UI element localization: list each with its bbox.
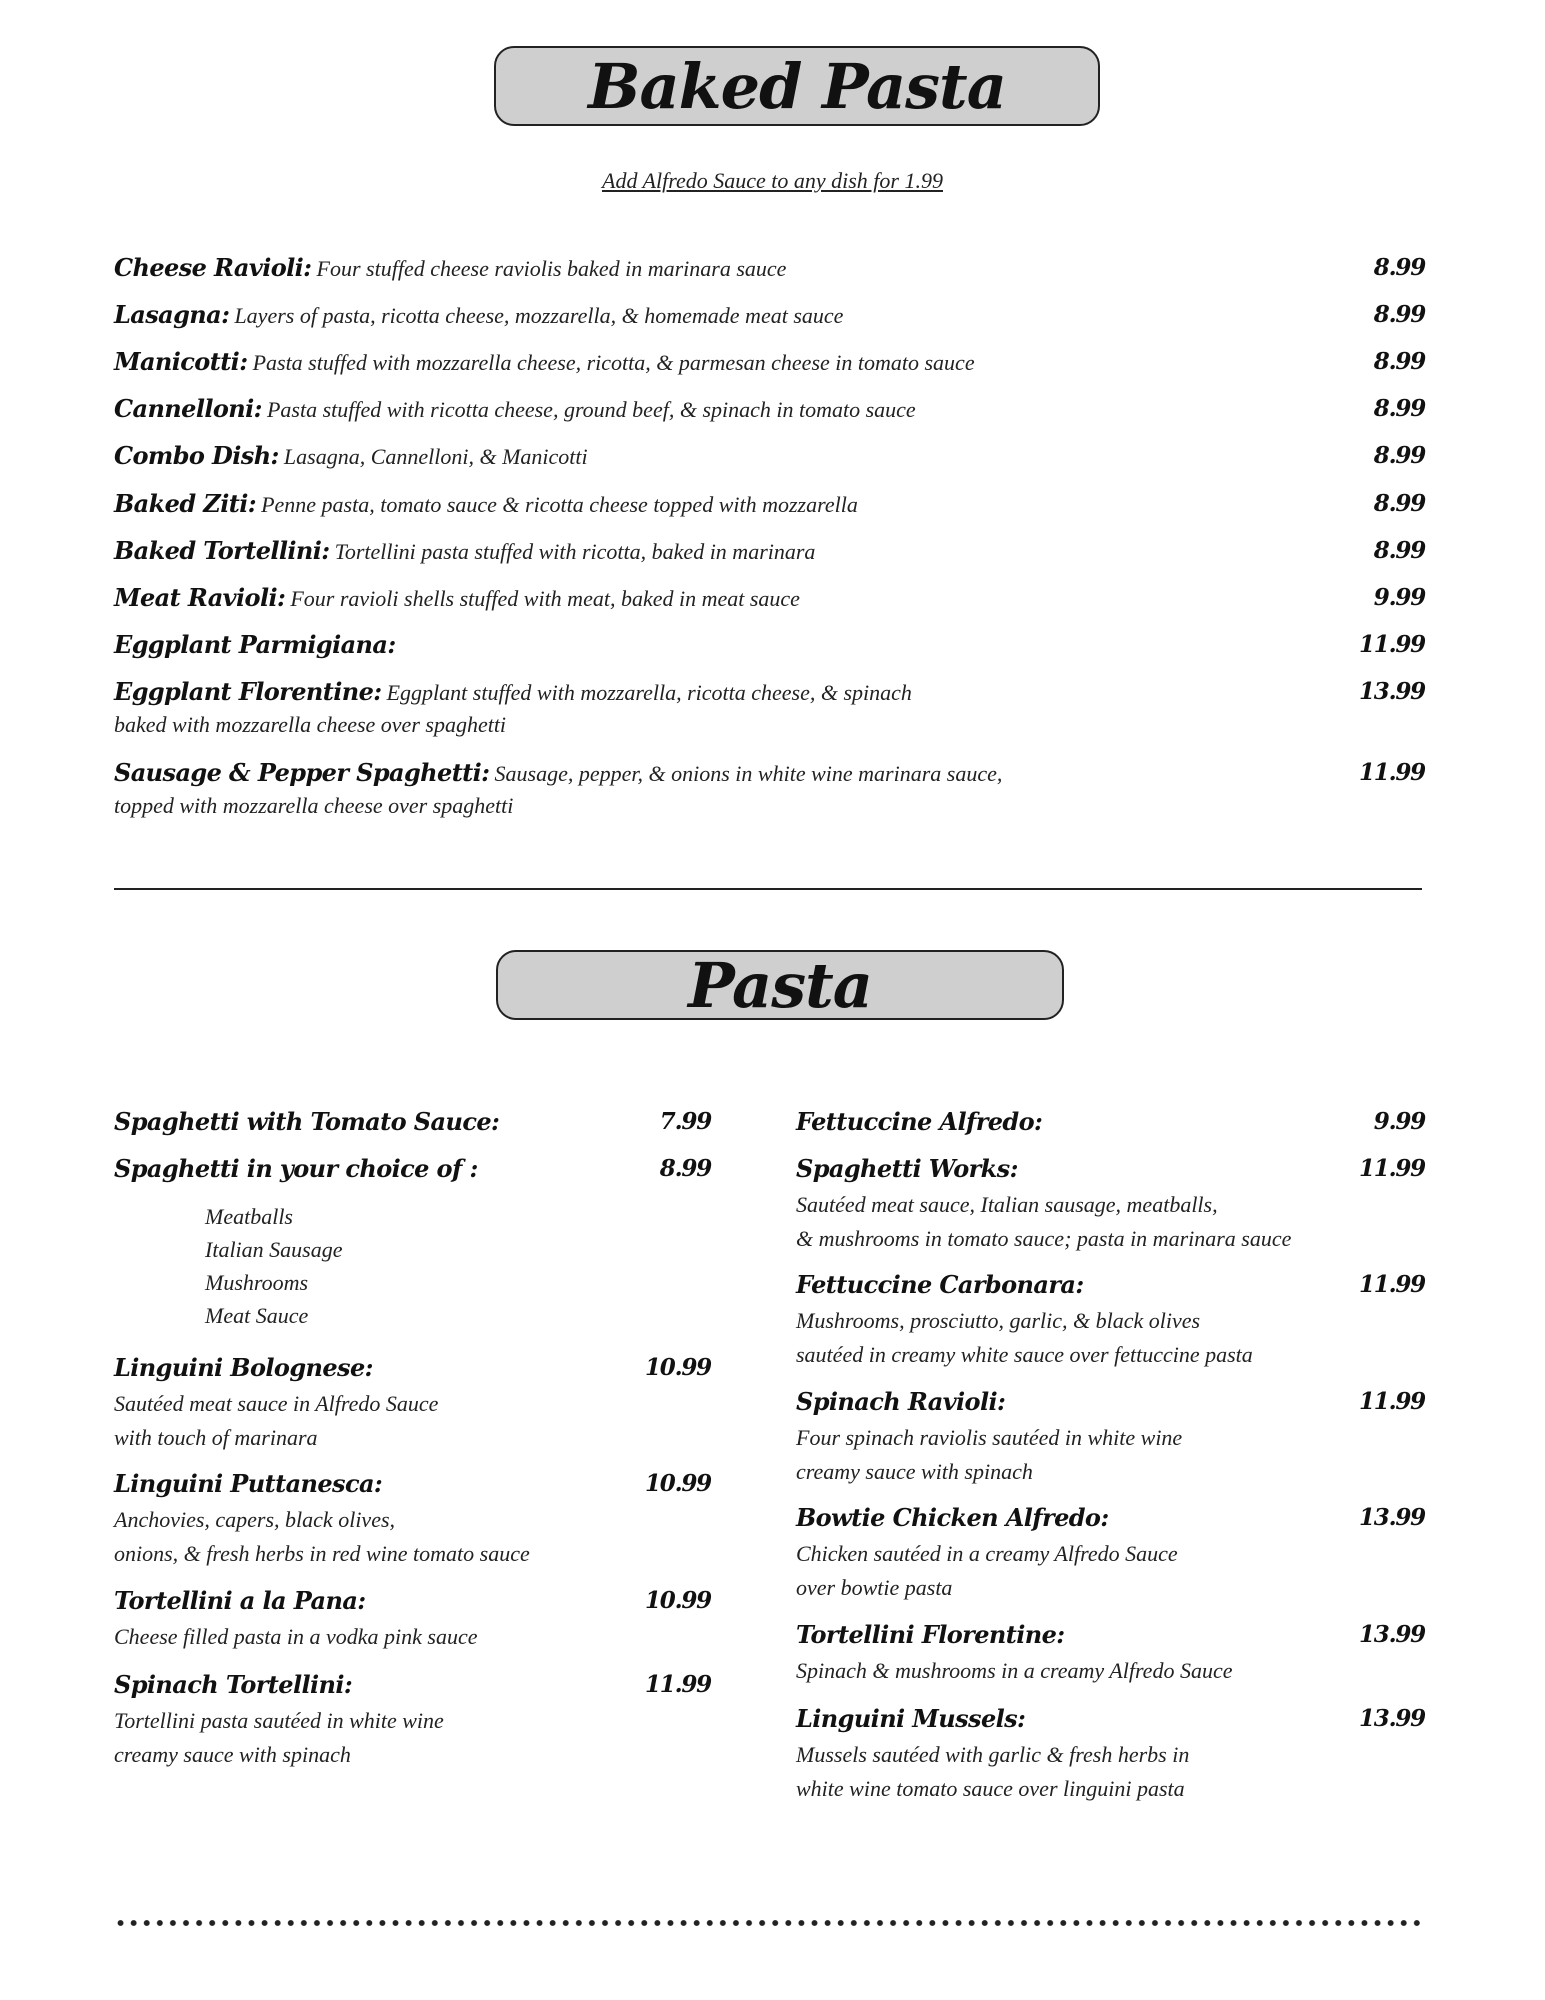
section-title-baked-pasta: Baked Pasta [588, 49, 1006, 123]
item-name: Cannelloni: [114, 394, 262, 423]
menu-item [114, 299, 843, 334]
choice-list [205, 1200, 343, 1332]
item-name: Meat Ravioli: [114, 583, 286, 612]
item-price: 13.99 [1358, 678, 1425, 705]
menu-item [796, 1386, 1182, 1489]
item-name: Fettuccine Alfredo: [796, 1107, 1043, 1136]
item-name: Fettuccine Carbonara: [796, 1270, 1084, 1299]
item-desc-line: onions, & fresh herbs in red wine tomato sauce [114, 1541, 530, 1566]
item-desc-line: Sautéed meat sauce in Alfredo Sauce [114, 1391, 439, 1416]
item-price: 8.99 [1373, 442, 1425, 469]
item-price: 11.99 [1358, 631, 1425, 658]
menu-item [114, 440, 588, 475]
item-name: Baked Tortellini: [114, 536, 330, 565]
menu-item [114, 629, 396, 664]
item-desc-line: & mushrooms in tomato sauce; pasta in marinara sauce [796, 1226, 1292, 1251]
menu-item [114, 535, 815, 570]
item-desc-line: Anchovies, capers, black olives, [114, 1507, 396, 1532]
menu-item [114, 1468, 530, 1571]
item-price: 9.99 [1373, 584, 1425, 611]
item-desc: Sausage, pepper, & onions in white wine marinara sauce, [494, 761, 1003, 786]
item-name: Tortellini Florentine: [796, 1620, 1065, 1649]
item-price: 11.99 [644, 1671, 711, 1698]
menu-item [114, 582, 800, 617]
section-title-pasta: Pasta [688, 948, 872, 1022]
item-desc-line: Four spinach raviolis sautéed in white wine [796, 1425, 1183, 1450]
item-name: Eggplant Parmigiana: [114, 630, 396, 659]
item-price: 8.99 [1373, 301, 1425, 328]
menu-item [114, 1153, 478, 1188]
item-price: 13.99 [1358, 1504, 1425, 1531]
menu-item [796, 1703, 1189, 1806]
choice-item: Meat Sauce [205, 1303, 309, 1328]
item-price: 8.99 [1373, 254, 1425, 281]
menu-item [796, 1153, 1291, 1256]
item-desc-line: over bowtie pasta [796, 1575, 953, 1600]
item-desc: Layers of pasta, ricotta cheese, mozzarella, & homemade meat sauce [234, 303, 844, 328]
item-price: 13.99 [1358, 1705, 1425, 1732]
item-price: 10.99 [644, 1354, 711, 1381]
item-price: 7.99 [659, 1108, 711, 1135]
item-desc-line: creamy sauce with spinach [114, 1742, 351, 1767]
item-desc: Tortellini pasta stuffed with ricotta, baked in marinara [334, 539, 816, 564]
choice-item: Mushrooms [205, 1270, 309, 1295]
item-name: Spinach Tortellini: [114, 1670, 353, 1699]
item-desc-line: white wine tomato sauce over linguini pasta [796, 1776, 1185, 1801]
item-desc-line: Mushrooms, prosciutto, garlic, & black olives [796, 1308, 1201, 1333]
menu-item [114, 346, 975, 381]
item-desc-line: creamy sauce with spinach [796, 1459, 1033, 1484]
menu-item [796, 1269, 1253, 1372]
section-divider [114, 888, 1422, 890]
item-price: 8.99 [659, 1155, 711, 1182]
menu-item [114, 1106, 499, 1141]
item-price: 8.99 [1373, 537, 1425, 564]
menu-item [114, 252, 786, 287]
choice-item: Italian Sausage [205, 1237, 343, 1262]
item-name: Tortellini a la Pana: [114, 1586, 366, 1615]
pasta-banner [496, 950, 1064, 1020]
item-desc: Four stuffed cheese raviolis baked in marinara sauce [316, 256, 787, 281]
menu-item [114, 757, 1002, 820]
menu-item [796, 1619, 1232, 1688]
baked-pasta-banner [494, 46, 1100, 126]
item-price: 10.99 [644, 1470, 711, 1497]
item-name: Manicotti: [114, 347, 248, 376]
item-name: Bowtie Chicken Alfredo: [796, 1503, 1109, 1532]
item-desc-line: Cheese filled pasta in a vodka pink sauce [114, 1624, 478, 1649]
item-price: 8.99 [1373, 348, 1425, 375]
item-price: 8.99 [1373, 395, 1425, 422]
item-desc-line: Spinach & mushrooms in a creamy Alfredo Sauce [796, 1658, 1233, 1683]
item-name: Spinach Ravioli: [796, 1387, 1006, 1416]
item-desc: Lasagna, Cannelloni, & Manicotti [283, 444, 588, 469]
menu-item [114, 393, 916, 428]
item-price: 11.99 [1358, 759, 1425, 786]
item-desc-line: sautéed in creamy white sauce over fettuccine pasta [796, 1342, 1253, 1367]
menu-item [114, 1352, 438, 1455]
item-price: 10.99 [644, 1587, 711, 1614]
item-price: 8.99 [1373, 490, 1425, 517]
item-name: Eggplant Florentine: [114, 677, 382, 706]
choice-item: Meatballs [205, 1204, 293, 1229]
item-desc-line: Sautéed meat sauce, Italian sausage, meatballs, [796, 1192, 1218, 1217]
menu-item [114, 1669, 444, 1772]
item-price: 9.99 [1373, 1108, 1425, 1135]
item-name: Spaghetti in your choice of : [114, 1154, 478, 1183]
menu-item [114, 676, 912, 739]
menu-item [114, 1585, 478, 1654]
item-name: Linguini Mussels: [796, 1704, 1026, 1733]
item-desc-line: Chicken sautéed in a creamy Alfredo Sauce [796, 1541, 1178, 1566]
item-desc: Pasta stuffed with ricotta cheese, ground beef, & spinach in tomato sauce [266, 397, 916, 422]
item-desc-line: Mussels sautéed with garlic & fresh herbs in [796, 1742, 1190, 1767]
item-desc: Eggplant stuffed with mozzarella, ricotta cheese, & spinach [386, 680, 912, 705]
menu-item [114, 488, 858, 523]
item-name: Spaghetti Works: [796, 1154, 1018, 1183]
item-desc-line: Tortellini pasta sautéed in white wine [114, 1708, 444, 1733]
item-price: 11.99 [1358, 1155, 1425, 1182]
item-price: 13.99 [1358, 1621, 1425, 1648]
item-name: Baked Ziti: [114, 489, 256, 518]
item-name: Linguini Bolognese: [114, 1353, 373, 1382]
item-desc-line2: topped with mozzarella cheese over spaghetti [114, 793, 514, 818]
menu-item [796, 1502, 1178, 1605]
item-desc: Pasta stuffed with mozzarella cheese, ricotta, & parmesan cheese in tomato sauce [252, 350, 975, 375]
item-desc: Four ravioli shells stuffed with meat, baked in meat sauce [290, 586, 800, 611]
item-name: Spaghetti with Tomato Sauce: [114, 1107, 500, 1136]
alfredo-note: Add Alfredo Sauce to any dish for 1.99 [602, 168, 943, 193]
item-name: Linguini Puttanesca: [114, 1469, 383, 1498]
item-price: 11.99 [1358, 1388, 1425, 1415]
item-name: Cheese Ravioli: [114, 253, 312, 282]
item-desc-line: with touch of marinara [114, 1425, 318, 1450]
dotted-divider [114, 1918, 1426, 1928]
item-desc-line2: baked with mozzarella cheese over spaghetti [114, 712, 507, 737]
item-name: Sausage & Pepper Spaghetti: [114, 758, 490, 787]
item-desc: Penne pasta, tomato sauce & ricotta cheese topped with mozzarella [261, 492, 858, 517]
menu-item [796, 1106, 1042, 1141]
item-price: 11.99 [1358, 1271, 1425, 1298]
item-name: Lasagna: [114, 300, 230, 329]
item-name: Combo Dish: [114, 441, 279, 470]
